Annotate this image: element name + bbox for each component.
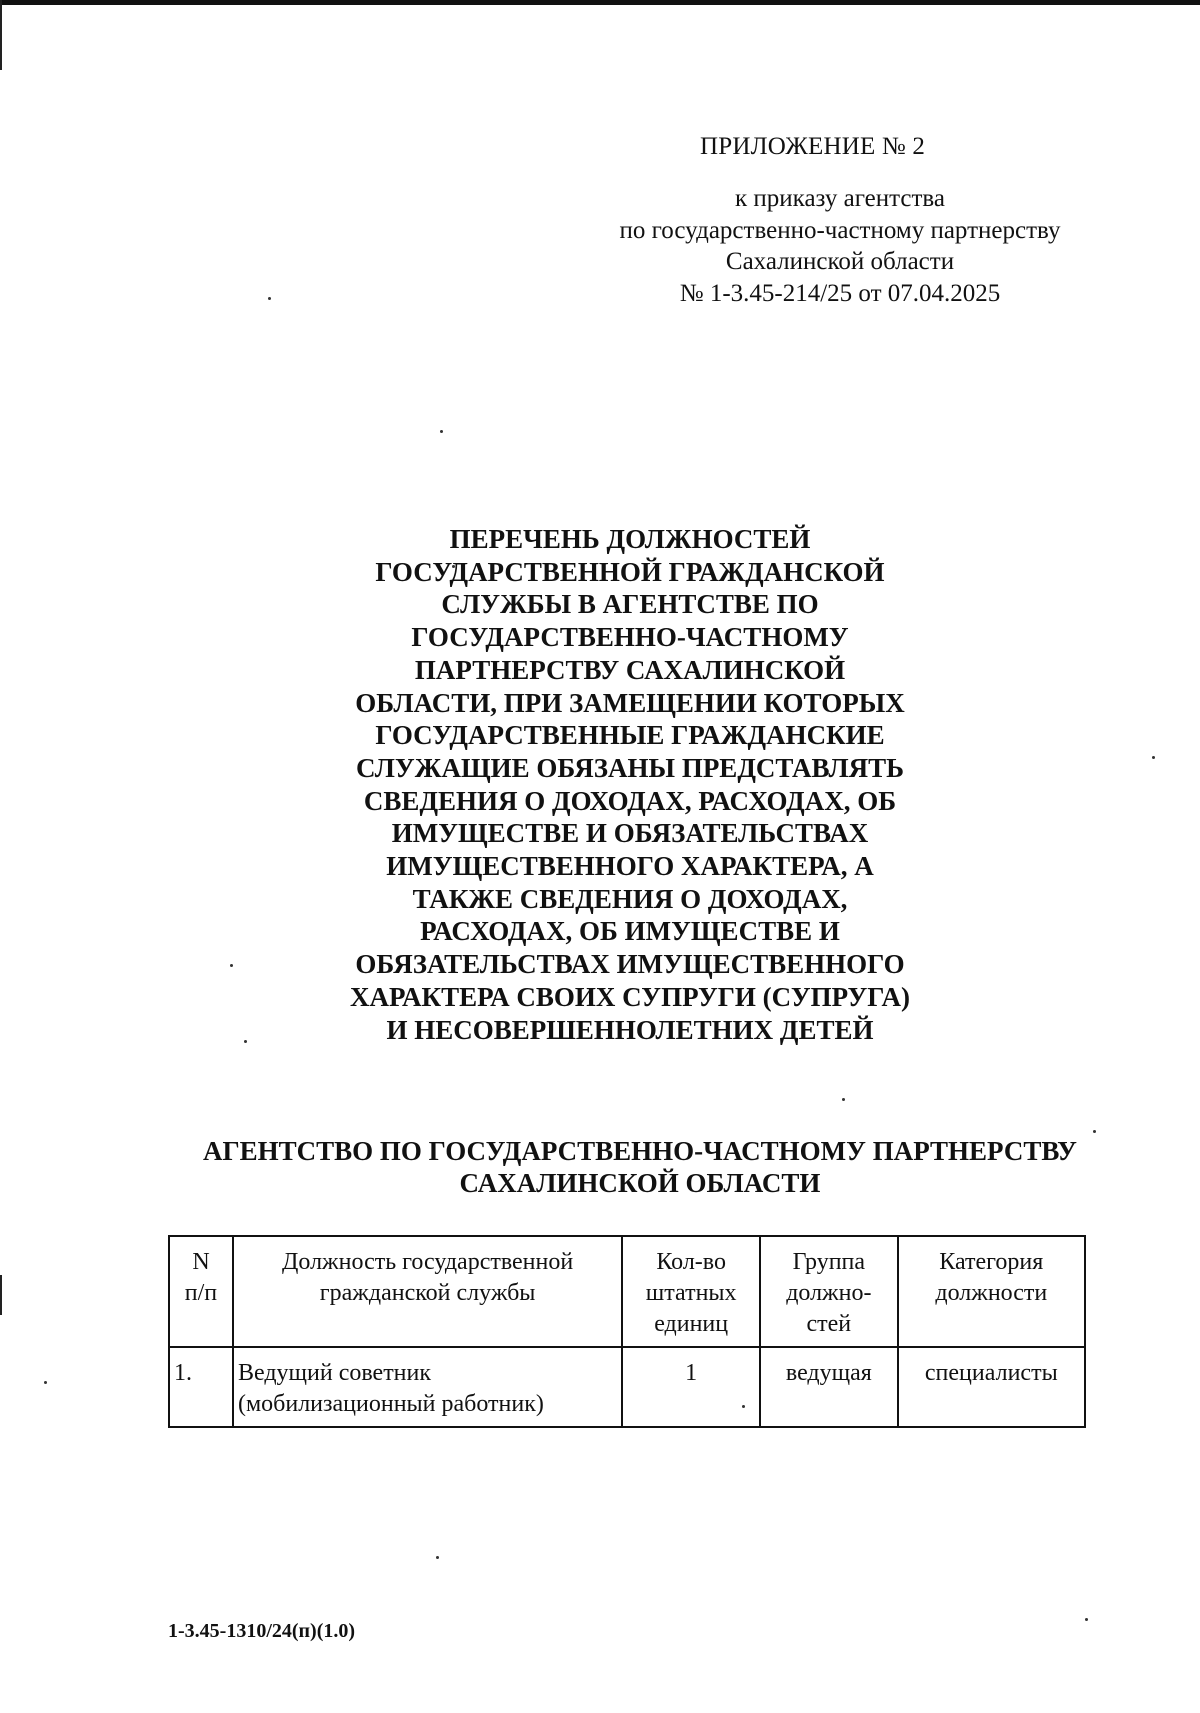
title-line: ГОСУДАРСТВЕННОЙ ГРАЖДАНСКОЙ [375, 556, 885, 587]
title-line: ИМУЩЕСТВЕННОГО ХАРАКТЕРА, А [386, 851, 874, 882]
header-text: штатных [645, 1280, 737, 1306]
appendix-reference [560, 183, 1120, 309]
title-line: И НЕСОВЕРШЕННОЛЕТНИХ ДЕТЕЙ [386, 1014, 874, 1045]
cell-position-category: специалисты [898, 1347, 1085, 1427]
scan-speck [1093, 1130, 1096, 1133]
scan-speck [440, 430, 443, 433]
title-line: ГОСУДАРСТВЕННО-ЧАСТНОМУ [411, 622, 849, 653]
header-text: Кол-во [656, 1249, 726, 1275]
table-header-row [169, 1236, 1085, 1347]
header-text: Категория [939, 1249, 1044, 1275]
document-code: 1-3.45-1310/24(п)(1.0) [168, 1620, 356, 1642]
title-line: ГОСУДАРСТВЕННЫЕ ГРАЖДАНСКИЕ [375, 720, 885, 751]
agency-heading-line: АГЕНТСТВО ПО ГОСУДАРСТВЕННО-ЧАСТНОМУ ПАРТНЕРСТВУ [202, 1136, 1078, 1166]
title-line: ТАКЖЕ СВЕДЕНИЯ О ДОХОДАХ, [412, 883, 848, 914]
cell-position [233, 1347, 622, 1427]
scan-speck [268, 297, 271, 300]
cell-position-group: ведущая [760, 1347, 898, 1427]
scan-left-mark [0, 1275, 2, 1315]
header-text: гражданской службы [319, 1280, 536, 1306]
header-number [169, 1236, 233, 1347]
scan-speck [436, 1556, 439, 1559]
appendix-line: Сахалинской области [725, 248, 955, 275]
scan-left-mark [0, 0, 2, 70]
appendix-line: к приказу агентства [735, 185, 945, 212]
scan-speck [44, 1381, 47, 1384]
title-line: ХАРАКТЕРА СВОИХ СУПРУГИ (СУПРУГА) [349, 981, 910, 1012]
appendix-order-number: № 1-3.45-214/25 от 07.04.2025 [679, 279, 1001, 307]
header-text: стей [806, 1311, 852, 1337]
agency-heading-line: САХАЛИНСКОЙ ОБЛАСТИ [459, 1168, 821, 1198]
header-position-category [898, 1236, 1085, 1347]
scan-speck [1152, 756, 1155, 759]
position-text: Ведущий советник [237, 1360, 432, 1386]
header-text: Группа [792, 1249, 866, 1275]
cell-staff-count: 1 [622, 1347, 760, 1427]
positions-table [168, 1235, 1086, 1428]
cell-number: 1. [169, 1347, 233, 1427]
appendix-title: ПРИЛОЖЕНИЕ № 2 [700, 133, 926, 160]
header-text: N [192, 1249, 210, 1275]
scan-speck [230, 964, 233, 967]
position-text: (мобилизационный работник) [237, 1391, 544, 1417]
title-line: ИМУЩЕСТВЕ И ОБЯЗАТЕЛЬСТВАХ [391, 818, 869, 849]
title-line: РАСХОДАХ, ОБ ИМУЩЕСТВЕ И [420, 916, 840, 947]
header-text: единиц [654, 1311, 729, 1337]
document-title [300, 523, 960, 1046]
title-line: ОБЛАСТИ, ПРИ ЗАМЕЩЕНИИ КОТОРЫХ [355, 687, 905, 718]
title-line: СЛУЖБЫ В АГЕНТСТВЕ ПО [441, 589, 819, 620]
header-text: должности [935, 1280, 1048, 1306]
title-line: ОБЯЗАТЕЛЬСТВАХ ИМУЩЕСТВЕННОГО [355, 949, 905, 980]
title-line: СЛУЖАЩИЕ ОБЯЗАНЫ ПРЕДСТАВЛЯТЬ [355, 752, 905, 783]
title-line: ПАРТНЕРСТВУ САХАЛИНСКОЙ [414, 654, 846, 685]
appendix-line: по государственно-частному партнерству [619, 216, 1061, 244]
header-position [233, 1236, 622, 1347]
agency-heading [150, 1135, 1130, 1199]
scan-speck [244, 1040, 247, 1043]
scan-speck [842, 1098, 845, 1101]
header-text: п/п [184, 1280, 218, 1306]
header-text: Должность государственной [282, 1249, 574, 1275]
header-text: должно- [786, 1280, 872, 1306]
header-position-group [760, 1236, 898, 1347]
scan-speck [1085, 1618, 1088, 1621]
scan-top-border [0, 0, 1200, 5]
header-staff-count [622, 1236, 760, 1347]
title-line: СВЕДЕНИЯ О ДОХОДАХ, РАСХОДАХ, ОБ [363, 785, 897, 816]
table-row [169, 1347, 1085, 1427]
title-line: ПЕРЕЧЕНЬ ДОЛЖНОСТЕЙ [449, 524, 811, 554]
